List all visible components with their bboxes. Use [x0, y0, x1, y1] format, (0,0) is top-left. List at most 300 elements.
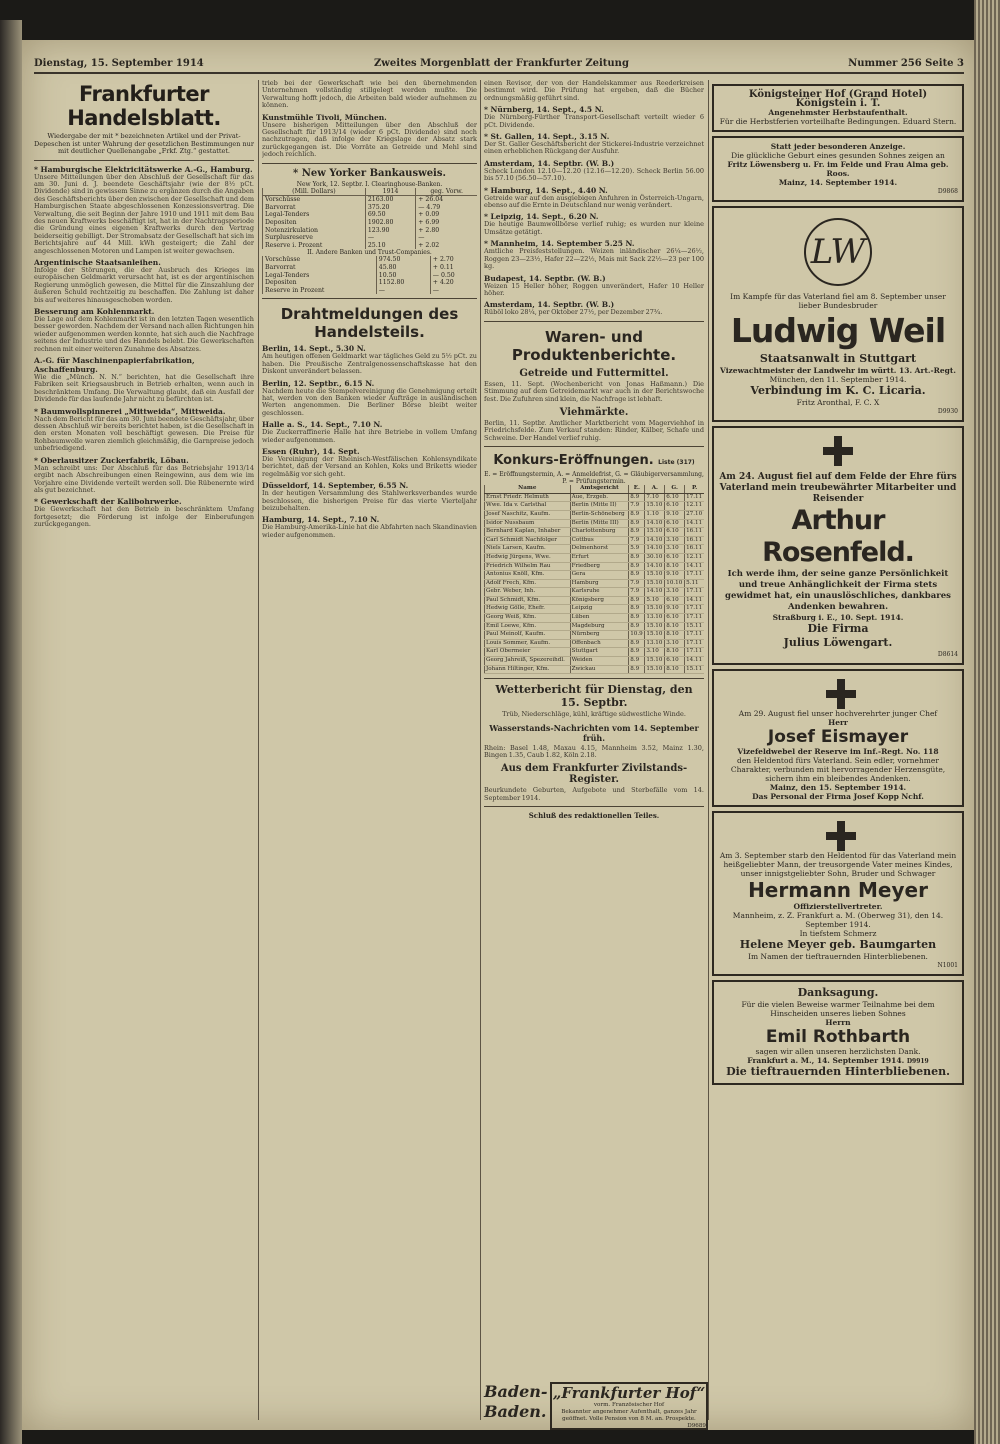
article-text: Rüböl loko 28¼, per Oktober 27½, per Dezember 27¾.: [484, 308, 663, 317]
deceased-name: Arthur Rosenfeld.: [762, 505, 914, 568]
article: [34, 307, 254, 353]
ad-text: sagen wir allen unseren herzlichsten Dank.: [755, 1047, 921, 1056]
section-title-telegrams: Drahtmeldungen des Handelsteils.: [280, 305, 459, 342]
cell: Vorschüsse: [263, 196, 366, 204]
article-head: A.-G. für Maschinenpapierfabrikation, Aschaffenburg.: [34, 356, 195, 375]
cell: + 2.02: [416, 242, 477, 250]
cell: Ernst Friedr. Helmuth: [485, 493, 571, 502]
cell: 6.10: [665, 528, 685, 537]
cell: 14.10: [645, 536, 665, 545]
table-row: [263, 219, 478, 227]
divider: [484, 678, 704, 679]
cell: 8.9: [629, 528, 645, 537]
cell: Georg Weiß, Kfm.: [485, 614, 571, 623]
cell: 8.9: [629, 510, 645, 519]
article-text: Scheck London 12.10—12.20 (12.16—12.20). Scheck Berlin 56.00 bis 57.10 (56.50—57.10).: [484, 166, 704, 183]
konkurs-title: Konkurs-Eröffnungen.: [493, 453, 654, 469]
article-head: Kunstmühle Tivoli, München.: [262, 112, 387, 122]
ad-code: D9689: [687, 1423, 706, 1429]
divider: [262, 163, 477, 164]
article-head: * Gewerkschaft der Kalibohrwerke.: [34, 497, 182, 507]
cell: 6.10: [665, 493, 685, 502]
baden-line: Baden-: [484, 1382, 548, 1401]
table-row: [263, 196, 478, 204]
cell: 14.10: [645, 545, 665, 554]
table-row: [485, 536, 705, 545]
article-text: Der St. Galler Geschäftsbericht der Stickerei-Industrie verzeichnet einen erheblichen Rückgang der Ausfuhr.: [484, 140, 704, 156]
article: [484, 274, 704, 298]
cell: Adolf Frech, Kfm.: [485, 579, 571, 588]
cell: 3.10: [665, 545, 685, 554]
table-row: [263, 242, 478, 250]
binding-edge-left: [0, 20, 22, 1444]
cell: 8.9: [629, 614, 645, 623]
article-head: * Nürnberg, 14. Sept., 4.5 N.: [484, 105, 604, 115]
article-text: Die Gewerkschaft hat den Betrieb in beschränktem Umfang fortgesetzt; die Förderung ist infolge der Einberufungen zurückgegangen.: [34, 505, 254, 529]
article-head: Berlin, 12. Septbr., 6.15 N.: [262, 378, 375, 388]
water-level-title: Wasserstands-Nachrichten vom 14. September früh.: [489, 722, 699, 743]
article: [262, 447, 477, 478]
article-text: trieb bei der Gewerkschaft wie bei den übernehmenden Unternehmen vollständig stillgelegt werden mußte. Die Verwaltung hofft jedoch, die Arbeiten bald wieder aufnehmen zu können.: [262, 80, 477, 110]
cell: Stuttgart: [570, 648, 629, 657]
column-2: [262, 80, 477, 1425]
cell: Hedwig Jürgens, Wwe.: [485, 553, 571, 562]
article-head: * Hamburg, 14. Sept., 4.40 N.: [484, 185, 608, 195]
cell: Johann Hiltinger, Kfm.: [485, 665, 571, 674]
article-text: Die Zuckerraffinerie Halle hat ihre Betriebe in vollem Umfang wieder aufgenommen.: [262, 428, 477, 444]
cell: 8.9: [629, 519, 645, 528]
article-head: Berlin, 14. Sept., 5.30 N.: [262, 344, 366, 354]
cell: 375.20: [365, 204, 415, 212]
ad-firm: Die Firma: [807, 622, 869, 635]
cell: 15.10: [645, 631, 665, 640]
article-head: Amsterdam, 14. Septbr. (W. B.): [484, 158, 615, 168]
cell: 15.10: [645, 571, 665, 580]
cell: Gebr. Weber, Inh.: [485, 588, 571, 597]
table-row: [485, 596, 705, 605]
cell: Lüben: [570, 614, 629, 623]
ad-birth-announcement: [712, 136, 964, 202]
cell: 10.50: [376, 272, 430, 280]
cell: Weiden: [570, 657, 629, 666]
article-text: Die Hamburg-Amerika-Linie hat die Abfahrten nach Skandinavien wieder aufgenommen.: [262, 523, 477, 539]
ad-josef-eismayer: [712, 669, 964, 807]
ad-grief: In tiefstem Schmerz: [799, 929, 877, 938]
cell: 17.11: [685, 571, 704, 580]
masthead-date: Dienstag, 15. September 1914: [34, 58, 204, 69]
cell: Magdeburg: [570, 622, 629, 631]
divider: [34, 160, 254, 161]
cell: Offenbach: [570, 639, 629, 648]
article: [262, 344, 477, 375]
cell: 15.10: [645, 528, 665, 537]
cell: 8.10: [665, 562, 685, 571]
cell: Berlin (Mitte II): [570, 502, 629, 511]
article: [484, 186, 704, 210]
cell: Cottbus: [570, 536, 629, 545]
cell: 16.11: [685, 536, 704, 545]
article: [34, 258, 254, 304]
table-row: [485, 510, 705, 519]
cell: 3.10: [645, 648, 665, 657]
cell: 6.10: [665, 614, 685, 623]
article: [262, 481, 477, 512]
cell: 1902.80: [365, 219, 415, 227]
cell: 14.11: [685, 562, 704, 571]
article-text: Nachdem heute die Stempelvereinigung die Genehmigung erteilt hat, werden von den Banken wieder Aufträge in ausländischen Werten angenommen. Die Berliner Börse bleibt weiter geschlossen.: [262, 386, 477, 417]
cell: + 2.70: [430, 256, 477, 264]
masthead-title: Zweites Morgenblatt der Frankfurter Zeitung: [374, 58, 629, 69]
table-header: geg. Vorw.: [416, 188, 477, 196]
cell: Gera: [570, 571, 629, 580]
cell: 6.10: [665, 596, 685, 605]
cell: 12.11: [685, 553, 704, 562]
article-text: Die heutige Baumwollbörse verlief ruhig; es wurden nur kleine Umsätze getätigt.: [484, 220, 704, 236]
article: [34, 407, 254, 453]
article: [484, 132, 704, 156]
table-row: [263, 264, 478, 272]
cell: Notenzirkulation: [263, 227, 366, 235]
ad-place: [718, 1056, 958, 1065]
article-head: Essen (Ruhr), 14. Sept.: [262, 447, 360, 457]
bank-table: [262, 256, 477, 294]
cell: 8.9: [629, 657, 645, 666]
baden-line: Baden.: [484, 1402, 547, 1421]
cell: + 0.09: [416, 211, 477, 219]
ad-arthur-rosenfeld: [712, 426, 964, 665]
section-title-konkurs: [484, 453, 704, 468]
article-text: Weizen 15 Heller höher, Roggen unverändert, Hafer 10 Heller höher.: [484, 281, 704, 297]
article-text: Wie die „Münch. N. N.“ berichten, hat die Gesellschaft ihre Fabriken seit Kriegsausbruch in Betrieb erhalten, wenn auch in beschränktem Umfang. Die Verwaltung glaubt, daß ein Ausfall der Dividende für das laufende Jahr nicht zu befürchten ist.: [34, 373, 254, 404]
cell: 7.10: [645, 493, 665, 502]
cell: Surplusreserve: [263, 234, 366, 242]
ad-text: den Heldentod fürs Vaterland. Sein edler, vornehmer Charakter, verbunden mit hervorragender Herzensgüte, sichern ihm ein bleibendes Andenken.: [730, 756, 946, 783]
article-text: Essen, 11. Sept. (Wochenbericht von Jonas Haßmann.) Die Stimmung auf dem Getreidemarkt war auch in der Berichtswoche fest. Die Zufuhren sind klein, die Nachfrage ist lebhaft.: [484, 379, 704, 403]
cell: —: [365, 234, 415, 242]
article-head: * Mannheim, 14. September 5.25 N.: [484, 239, 635, 249]
cell: 2163.00: [365, 196, 415, 204]
ad-line: Angenehmster Herbstaufenthalt.: [768, 108, 908, 117]
cell: — 4.79: [416, 204, 477, 212]
ad-text: Die glückliche Geburt eines gesunden Sohnes zeigen an: [731, 151, 945, 160]
ad-code: D9868: [937, 188, 958, 195]
cell: 9.10: [665, 510, 685, 519]
weather-text: Trüb, Niederschläge, kühl, kräftige südwestliche Winde.: [502, 710, 686, 719]
cell: 3.10: [665, 639, 685, 648]
cell: 9.10: [665, 605, 685, 614]
table-row: [485, 562, 705, 571]
cell: Josef Naschitz, Kaufm.: [485, 510, 571, 519]
ad-place: Mainz, 14. September 1914.: [778, 178, 898, 187]
article-head: Argentinische Staatsanleihen.: [34, 257, 161, 267]
ad-sign: Helene Meyer geb. Baumgarten: [739, 938, 937, 951]
column-rule: [480, 80, 481, 1420]
hotel-text: Bekannter angenehmer Aufenthalt, ganzes Jahr geöffnet. Volle Pension von 8 M. an. Prospekte.: [561, 1409, 697, 1422]
table-row: [485, 588, 705, 597]
cell: 8.9: [629, 639, 645, 648]
article: [34, 497, 254, 528]
cell: Nürnberg: [570, 631, 629, 640]
ad-place-text: Frankfurt a. M., 14. September 1914.: [747, 1056, 905, 1065]
cell: + 2.80: [416, 227, 477, 235]
section-title-waren: Waren- und Produktenberichte.: [511, 327, 677, 364]
article: [484, 239, 704, 270]
ad-names: Fritz Löwensberg u. Fr. im Felde und Frau Alma geb. Roos.: [727, 160, 949, 178]
cell: 3.10: [665, 588, 685, 597]
cell: Erfurt: [570, 553, 629, 562]
cell: 123.90: [365, 227, 415, 235]
article: [262, 420, 477, 444]
deceased-name: Emil Rothbarth: [765, 1027, 911, 1047]
cell: Isidor Nussbaum: [485, 519, 571, 528]
cell: Berlin (Mitte III): [570, 519, 629, 528]
cell: Vorschüsse: [263, 256, 377, 264]
cell: Karl Obermeier: [485, 648, 571, 657]
weather-title: Wetterbericht für Dienstag, den 15. Septbr.: [495, 683, 693, 710]
ad-sign: Fritz Aronthal, F. C. X: [796, 398, 880, 407]
masthead: [34, 58, 964, 74]
cell: 17.11: [685, 614, 704, 623]
cell: Delmenhorst: [570, 545, 629, 554]
article-head: * Baumwollspinnerei „Mittweida“, Mittweida.: [34, 406, 226, 416]
cell: 14.10: [645, 519, 665, 528]
article-head: Besserung am Kohlenmarkt.: [34, 307, 155, 316]
cell: 45.80: [376, 264, 430, 272]
article-text: Amtliche Preisfeststellungen. Weizen inländischer 26¼—26½, Roggen 23—23½, Hafer 22—22½, Mais mit Sack 22½—23 per 100 kg.: [484, 247, 704, 271]
footer-hotel-ad: [484, 1382, 704, 1430]
ad-text: Offizierstellvertreter.: [793, 902, 883, 911]
ad-text: Am 3. September starb den Heldentod für das Vaterland mein heißgeliebter Mann, der treusorgende Vater meines Kindes, unser innigstgeliebter Sohn, Bruder und Schwager: [719, 851, 957, 878]
cell: Niels Larsen, Kaufm.: [485, 545, 571, 554]
cell: 8.9: [629, 605, 645, 614]
table-row: [485, 571, 705, 580]
table-row: [485, 605, 705, 614]
ad-sign: Das Personal der Firma Josef Kopp Nchf.: [752, 792, 924, 801]
ad-title: Herr: [828, 718, 848, 727]
ad-intro: Statt jeder besonderen Anzeige.: [770, 142, 906, 151]
article: [484, 212, 704, 236]
cell: 15.10: [645, 665, 665, 674]
table-row: [263, 204, 478, 212]
table-row: [485, 665, 705, 674]
ad-title: Danksagung.: [797, 986, 879, 999]
table-header: Name: [485, 485, 571, 493]
cell: 5.9: [629, 545, 645, 554]
cell: Legal-Tenders: [263, 211, 366, 219]
article: [262, 113, 477, 159]
cell: Hamburg: [570, 579, 629, 588]
table-row: [485, 528, 705, 537]
ad-sign: Die tieftrauernden Hinterbliebenen.: [726, 1065, 950, 1078]
article-head: Budapest, 14. Septbr. (W. B.): [484, 273, 606, 283]
bank-report-subtitle: II. Andere Banken und Trust-Companies.: [307, 249, 432, 257]
cell: 17.11: [685, 639, 704, 648]
cell: Paul Schmidt, Kfm.: [485, 596, 571, 605]
cell: 17.11: [685, 631, 704, 640]
cell: 14.11: [685, 596, 704, 605]
cell: 974.50: [376, 256, 430, 264]
article-head: * Leipzig, 14. Sept., 6.20 N.: [484, 212, 599, 222]
cell: 1.10: [645, 510, 665, 519]
ad-code: D9930: [937, 408, 958, 415]
konkurs-table: [484, 485, 704, 674]
article-text: Die Lage auf dem Kohlenmarkt ist in den letzten Tagen wesentlich besser geworden. Nachdem der Versand nach allen Richtungen hin wieder aufgenommen werden konnte, hat sich auch die Nachfrage seitens der Industrie und des Handels belebt. Die Gewerkschaften rechnen mit einer weiteren Zunahme des Absatzes.: [34, 315, 254, 353]
ad-koenigsteiner-hof: [712, 84, 964, 132]
article: [34, 165, 254, 255]
article-head: * St. Gallen, 14. Sept., 3.15 N.: [484, 132, 610, 142]
monogram-emblem: LW: [804, 218, 872, 286]
cell: Legal-Tenders: [263, 272, 377, 280]
hotel-subtitle: vorm. Französischer Hof: [593, 1402, 665, 1408]
newspaper-page: [22, 40, 974, 1430]
column-rule: [708, 80, 709, 1420]
table-header: (Mill. Dollars): [263, 188, 366, 196]
masthead-page-number: Nummer 256 Seite 3: [848, 58, 964, 69]
water-level-text: Rhein: Basel 1.48, Maxau 4.15, Mannheim 3.52, Mainz 1.30, Bingen 1.35, Caub 1.82, Köln 2.18.: [484, 743, 704, 760]
table-row: [263, 227, 478, 235]
cell: Depositen: [263, 279, 377, 287]
article-head: Düsseldorf, 14. September, 6.55 N.: [262, 481, 409, 491]
ad-place: Mannheim, z. Z. Frankfurt a. M. (Oberweg 31), den 14. September 1914.: [732, 911, 944, 929]
cell: 8.10: [665, 665, 685, 674]
table-row: [485, 493, 705, 502]
article-text: Nach dem Bericht für das am 30. Juni beendete Geschäftsjahr, über dessen Abschluß wir bereits berichtet haben, ist die Gesellschaft in den ersten Monaten voll beschäftigt gewesen. Die Preise für Rohbaumwolle waren ziemlich gleichmäßig, die Garnpreise jedoch unbefriedigend.: [34, 414, 254, 453]
deceased-name: Ludwig Weil: [730, 311, 946, 350]
cell: 6.10: [665, 502, 685, 511]
article-head: * Hamburgische Elektricitätswerke A.-G., Hamburg.: [34, 164, 253, 174]
divider: [484, 806, 704, 807]
article-text: Am heutigen offenen Geldmarkt war tägliches Geld zu 5½ pCt. zu haben. Die Preußische Zentralgenossenschaftskasse hat den Diskont unverändert belassen.: [262, 352, 477, 376]
article-text: Die Nürnberg-Fürther Transport-Gesellschaft verteilt wieder 6 pCt. Dividende.: [484, 113, 704, 129]
table-row: [485, 639, 705, 648]
cell: 8.10: [665, 631, 685, 640]
article-text: einen Revisor, der von der Handelskammer aus Reederkreisen bestimmt wird. Die Prüfung hat ergeben, daß die Bücher ordnungsmäßig geführt sind.: [484, 80, 704, 102]
article: [34, 456, 254, 495]
article-head: Halle a. S., 14. Sept., 7.10 N.: [262, 420, 383, 430]
divider: [262, 298, 477, 299]
page-stack-edge-right: [974, 0, 1000, 1444]
cell: 6.10: [665, 657, 685, 666]
cell: 15.10: [645, 502, 665, 511]
ad-date: München, den 11. September 1914.: [769, 375, 907, 384]
table-row: [485, 545, 705, 554]
table-row: [263, 279, 478, 287]
register-text: Beurkundete Geburten, Aufgebote und Sterbefälle vom 14. September 1914.: [484, 786, 704, 802]
cell: Reserve in Prozent: [263, 287, 377, 295]
cell: Barvorrat: [263, 264, 377, 272]
ad-code: D9919: [906, 1058, 929, 1065]
cell: 8.9: [629, 648, 645, 657]
cell: 7.9: [629, 579, 645, 588]
ad-text: Für die Herbstferien vorteilhafte Bedingungen. Eduard Stern.: [719, 117, 957, 126]
article: [484, 105, 704, 129]
konkurs-legend: E. = Eröffnungstermin, A. = Anmeldefrist, G. = Gläubigerversammlung, P. = Prüfungstermin.: [484, 471, 704, 486]
iron-cross-icon: [826, 821, 850, 845]
ad-place: Straßburg i. E., 10. Sept. 1914.: [772, 613, 904, 622]
register-title: Aus dem Frankfurter Zivilstands-Register.: [500, 763, 688, 786]
cell: 25.10: [365, 242, 415, 250]
ad-text: Am 29. August fiel unser hochverehrter junger Chef: [738, 709, 938, 718]
hotel-name: „Frankfurter Hof“: [552, 1384, 706, 1402]
deceased-name: Josef Eismayer: [767, 727, 909, 747]
cell: —: [430, 287, 477, 295]
cell: 8.9: [629, 493, 645, 502]
cell: Aue, Erzgeb.: [570, 493, 629, 502]
table-row: [263, 234, 478, 242]
cell: 69.50: [365, 211, 415, 219]
ad-firm: Julius Löwengart.: [783, 636, 893, 649]
article: [484, 159, 704, 183]
cell: Barvorrat: [263, 204, 366, 212]
table-header-row: [485, 485, 705, 493]
article-text: Getreide war auf den ausgiebigen Anfuhren in Österreich-Ungarn, ebenso auf die Ernte in Deutschland nur wenig verändert.: [484, 193, 704, 210]
article-text: Infolge der Störungen, die der Ausbruch des Krieges im europäischen Geldmarkt verursacht hat, ist es der argentinischen Regierung unmöglich gewesen, die Mittel für die Zinszahlung der äußeren Schuld rechtzeitig zu beschaffen. Die Zahlung ist daher bis auf weiteres hinausgeschoben worden.: [34, 265, 254, 304]
article-text: In der heutigen Versammlung des Stahlwerksverbandes wurde beschlossen, die bisherigen Preise für das vierte Vierteljahr beizubehalten.: [262, 489, 477, 513]
ad-hermann-meyer: [712, 811, 964, 976]
cell: 14.10: [645, 588, 665, 597]
cell: 8.9: [629, 553, 645, 562]
article-head: Hamburg, 14. Sept., 7.10 N.: [262, 515, 380, 525]
table-row: [485, 657, 705, 666]
article-text: Unsere bisherigen Mitteilungen über den Abschluß der Gesellschaft für 1913/14 (wieder 6 pCt. Dividende) sind noch nachzutragen, daß infolge der Kriegslage der Absatz stark zurückgegangen ist. Die Vorräte an Getreide und Mehl sind jedoch reichlich.: [262, 120, 477, 159]
cell: + 0.11: [430, 264, 477, 272]
cell: 13.10: [645, 639, 665, 648]
ad-text: Im Kampfe für das Vaterland fiel am 8. September unser lieber Bundesbruder: [730, 292, 946, 310]
divider: [484, 446, 704, 447]
article-head: * Oberlausitzer Zuckerfabrik, Löbau.: [34, 455, 189, 465]
article-text: Die Vereinigung der Rheinisch-Westfälischen Kohlensyndikate berichtet, daß der Versand an Kohlen, Koks und Briketts wieder regelmäßig vor sich geht.: [262, 455, 477, 478]
ad-text: Am 24. August fiel auf dem Felde der Ehre fürs Vaterland mein treubewährter Mitarbeiter und Reisender: [719, 472, 957, 504]
cell: Charlottenburg: [570, 528, 629, 537]
table-row: [263, 287, 478, 295]
cell: 8.9: [629, 596, 645, 605]
cell: Antonius Knöll, Kfm.: [485, 571, 571, 580]
column-1: [34, 80, 254, 1425]
table-row: [485, 622, 705, 631]
cell: 7.9: [629, 502, 645, 511]
cell: — 0.50: [430, 272, 477, 280]
ad-title: Herrn: [825, 1018, 851, 1027]
cell: Zwickau: [570, 665, 629, 674]
column-rule: [258, 80, 259, 1420]
cell: Georg Jahreiß, Spezereihdl.: [485, 657, 571, 666]
cell: 8.9: [629, 571, 645, 580]
article: [34, 356, 254, 404]
cell: Depositen: [263, 219, 366, 227]
ad-text: Staatsanwalt in Stuttgart: [759, 352, 917, 365]
column-3: [484, 80, 704, 1380]
cell: 10.9: [629, 631, 645, 640]
article: [262, 379, 477, 418]
cell: 8.9: [629, 665, 645, 674]
cell: 6.10: [665, 553, 685, 562]
cell: Bernhard Kaplan, Inhaber: [485, 528, 571, 537]
cell: 15.11: [685, 665, 704, 674]
cell: 12.11: [685, 502, 704, 511]
cell: 15.10: [645, 579, 665, 588]
divider: [484, 321, 704, 322]
table-header: Amtsgericht: [570, 485, 629, 493]
cell: Paul Meinolf, Kaufm.: [485, 631, 571, 640]
cell: 17.11: [685, 648, 704, 657]
cell: 9.10: [665, 571, 685, 580]
cell: 17.11: [685, 605, 704, 614]
column-4-ads: [712, 80, 964, 1425]
cell: 5.10: [645, 596, 665, 605]
cell: Königsberg: [570, 596, 629, 605]
cell: Karlsruhe: [570, 588, 629, 597]
cell: 8.10: [665, 622, 685, 631]
